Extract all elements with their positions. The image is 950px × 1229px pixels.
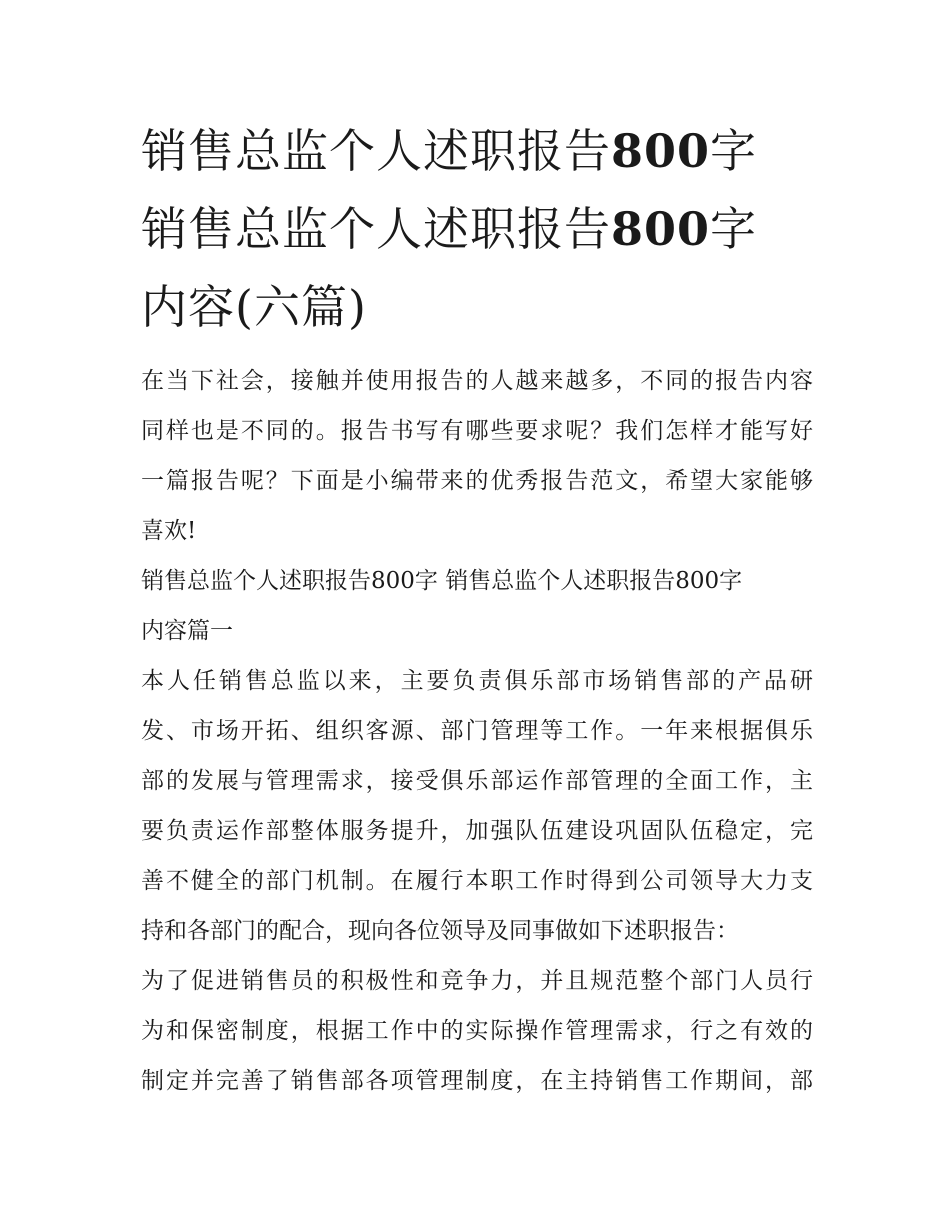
section-heading — [141, 556, 813, 656]
text-line: 喜欢! — [141, 518, 197, 544]
text-line: 在当下社会，接触并使用报告的人越来越多，不同的报告内容 — [141, 368, 813, 394]
document-title — [141, 112, 813, 346]
document-page — [141, 112, 813, 1106]
text-line: 发、市场开拓、组织客源、部门管理等工作。一年来根据俱乐 — [141, 718, 813, 744]
title-line-1: 销售总监个人述职报告800字 — [141, 124, 758, 178]
text-line: 持和各部门的配合，现向各位领导及同事做如下述职报告： — [141, 918, 739, 944]
text-line: 为和保密制度，根据工作中的实际操作管理需求，行之有效的 — [141, 1018, 813, 1044]
text-line: 制定并完善了销售部各项管理制度，在主持销售工作期间，部 — [141, 1068, 813, 1094]
intro-paragraph — [141, 356, 813, 556]
body-paragraph — [141, 656, 813, 956]
text-line: 部的发展与管理需求，接受俱乐部运作部管理的全面工作，主 — [141, 768, 813, 794]
title-line-2: 销售总监个人述职报告800字 — [141, 202, 758, 256]
body-paragraph — [141, 956, 813, 1106]
text-line: 一篇报告呢？下面是小编带来的优秀报告范文，希望大家能够 — [141, 468, 813, 494]
text-line: 同样也是不同的。报告书写有哪些要求呢？我们怎样才能写好 — [141, 418, 813, 444]
text-line: 善不健全的部门机制。在履行本职工作时得到公司领导大力支 — [141, 868, 813, 894]
text-line: 要负责运作部整体服务提升，加强队伍建设巩固队伍稳定，完 — [141, 818, 813, 844]
text-line: 内容篇一 — [141, 618, 233, 644]
text-line: 本人任销售总监以来，主要负责俱乐部市场销售部的产品研 — [141, 668, 813, 694]
document-body — [141, 356, 813, 1106]
title-line-3: 内容(六篇) — [141, 280, 367, 334]
text-line: 销售总监个人述职报告800字 销售总监个人述职报告800字 — [141, 568, 743, 594]
text-line: 为了促进销售员的积极性和竞争力，并且规范整个部门人员行 — [141, 968, 813, 994]
